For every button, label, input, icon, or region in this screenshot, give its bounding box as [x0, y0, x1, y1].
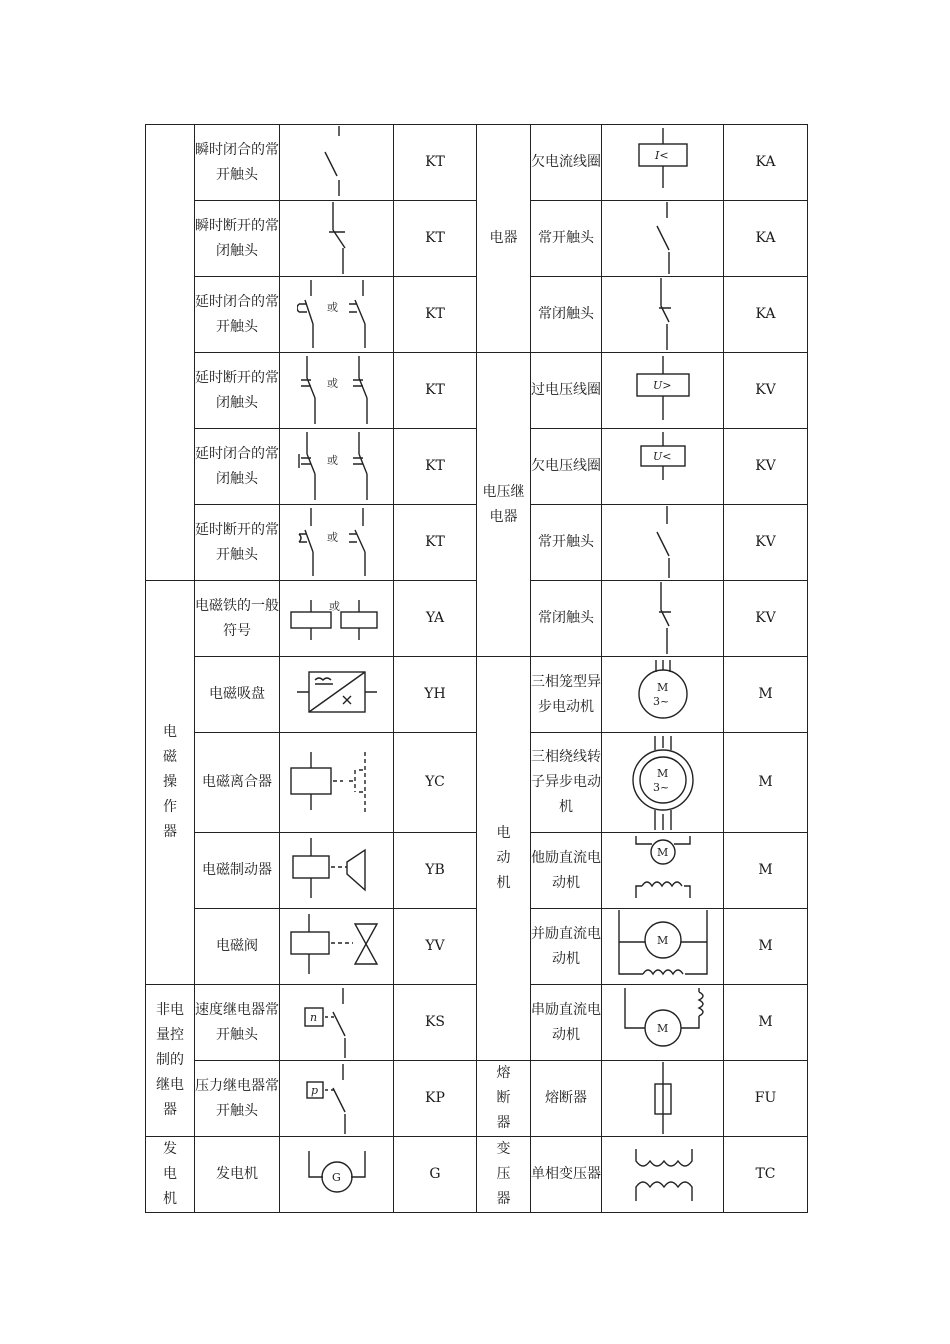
- instant-open-nc-contact-icon: [280, 201, 394, 277]
- delayed-open-nc-contact-icon: [280, 353, 394, 429]
- delayed-close-no-contact-icon: [280, 277, 394, 353]
- category-transformer: 变压器: [477, 1137, 531, 1213]
- symbol-code: KV: [724, 353, 808, 429]
- table-row: [146, 657, 808, 733]
- symbol-code: KV: [724, 581, 808, 657]
- coil-label: U<: [652, 449, 671, 463]
- symbol-name: 常闭触头: [531, 277, 602, 353]
- category-current-relay: 电器: [477, 125, 531, 353]
- motor-label: M: [656, 766, 668, 780]
- motor-phase-label: 3~: [652, 694, 669, 708]
- coil-label: I<: [654, 148, 669, 162]
- symbol-code: KT: [394, 429, 477, 505]
- or-label: 或: [326, 530, 338, 544]
- symbol-name: 熔断器: [531, 1061, 602, 1137]
- symbol-name: 并励直流电动机: [531, 909, 602, 985]
- pressure-relay-contact-icon: [280, 1061, 394, 1137]
- symbol-code: YH: [394, 657, 477, 733]
- category-fuse: 熔断器: [477, 1061, 531, 1137]
- motor-label: M: [656, 680, 668, 694]
- shunt-dc-motor-icon: [602, 909, 724, 985]
- symbol-name: 电磁铁的一般符号: [195, 581, 280, 657]
- nc-contact-icon: [602, 581, 724, 657]
- symbol-code: KV: [724, 505, 808, 581]
- symbol-code: KA: [724, 125, 808, 201]
- symbol-name: 三相绕线转子异步电动机: [531, 733, 602, 833]
- symbol-name: 延时闭合的常闭触头: [195, 429, 280, 505]
- symbol-code: KV: [724, 429, 808, 505]
- no-contact-icon: [602, 201, 724, 277]
- symbol-code: YA: [394, 581, 477, 657]
- symbol-code: KT: [394, 353, 477, 429]
- category-time-relay: [146, 125, 195, 581]
- motor-label: M: [656, 1021, 668, 1035]
- symbol-code: M: [724, 733, 808, 833]
- undercurrent-coil-icon: [602, 125, 724, 201]
- speed-label: n: [309, 1010, 317, 1024]
- symbol-name: 单相变压器: [531, 1137, 602, 1213]
- symbol-code: FU: [724, 1061, 808, 1137]
- symbol-code: KA: [724, 201, 808, 277]
- symbol-name: 瞬时断开的常闭触头: [195, 201, 280, 277]
- symbol-table: [145, 124, 808, 1213]
- symbol-name: 过电压线圈: [531, 353, 602, 429]
- symbol-name: 欠电流线圈: [531, 125, 602, 201]
- symbol-name: 速度继电器常开触头: [195, 985, 280, 1061]
- electromagnet-icon: [280, 581, 394, 657]
- magnetic-clutch-icon: [280, 733, 394, 833]
- instant-close-no-contact-icon: [280, 125, 394, 201]
- symbol-name: 电磁阀: [195, 909, 280, 985]
- generator-icon: [280, 1137, 394, 1213]
- symbol-name: 延时闭合的常开触头: [195, 277, 280, 353]
- single-phase-transformer-icon: [602, 1137, 724, 1213]
- symbol-code: KT: [394, 505, 477, 581]
- magnetic-brake-icon: [280, 833, 394, 909]
- coil-label: U>: [652, 378, 671, 392]
- symbol-name: 延时断开的常开触头: [195, 505, 280, 581]
- table-row: [146, 1137, 808, 1213]
- magnetic-chuck-icon: [280, 657, 394, 733]
- solenoid-valve-icon: [280, 909, 394, 985]
- category-non-electric-relay: 非电量控制的继电器: [146, 985, 195, 1137]
- category-voltage-relay: 电压继电器: [477, 353, 531, 657]
- symbol-name: 瞬时闭合的常开触头: [195, 125, 280, 201]
- category-electromagnetic-operator: 电磁操作器: [146, 581, 195, 985]
- table-row: [146, 353, 808, 429]
- symbol-code: G: [394, 1137, 477, 1213]
- symbol-name: 串励直流电动机: [531, 985, 602, 1061]
- symbol-code: TC: [724, 1137, 808, 1213]
- symbol-code: M: [724, 657, 808, 733]
- symbol-code: M: [724, 833, 808, 909]
- fuse-icon: [602, 1061, 724, 1137]
- symbol-name: 欠电压线圈: [531, 429, 602, 505]
- motor-label: M: [656, 933, 668, 947]
- symbol-code: KT: [394, 277, 477, 353]
- undervoltage-coil-icon: [602, 429, 724, 505]
- symbol-name: 常闭触头: [531, 581, 602, 657]
- symbol-name: 电磁离合器: [195, 733, 280, 833]
- symbol-name: 发电机: [195, 1137, 280, 1213]
- symbol-name: 常开触头: [531, 505, 602, 581]
- symbol-name: 常开触头: [531, 201, 602, 277]
- symbol-name: 压力继电器常开触头: [195, 1061, 280, 1137]
- or-label: 或: [326, 376, 338, 390]
- symbol-code: KT: [394, 201, 477, 277]
- delayed-open-no-contact-icon: [280, 505, 394, 581]
- symbol-name: 三相笼型异步电动机: [531, 657, 602, 733]
- generator-label: G: [331, 1170, 341, 1184]
- speed-relay-contact-icon: [280, 985, 394, 1061]
- or-label: 或: [326, 300, 338, 314]
- symbol-code: KT: [394, 125, 477, 201]
- separately-excited-dc-motor-icon: [602, 833, 724, 909]
- or-label: 或: [328, 599, 340, 613]
- symbol-name: 他励直流电动机: [531, 833, 602, 909]
- table-row: [146, 1061, 808, 1137]
- squirrel-cage-motor-icon: [602, 657, 724, 733]
- symbol-code: KA: [724, 277, 808, 353]
- or-label: 或: [326, 453, 338, 467]
- motor-phase-label: 3~: [652, 780, 669, 794]
- pressure-label: p: [310, 1083, 318, 1097]
- no-contact-icon: [602, 505, 724, 581]
- symbol-code: M: [724, 985, 808, 1061]
- symbol-name: 延时断开的常闭触头: [195, 353, 280, 429]
- category-generator: 发电机: [146, 1137, 195, 1213]
- wound-rotor-motor-icon: [602, 733, 724, 833]
- category-motor: 电动机: [477, 657, 531, 1061]
- symbol-name: 电磁制动器: [195, 833, 280, 909]
- symbol-code: YC: [394, 733, 477, 833]
- symbol-name: 电磁吸盘: [195, 657, 280, 733]
- nc-contact-icon: [602, 277, 724, 353]
- symbol-code: M: [724, 909, 808, 985]
- symbol-code: KP: [394, 1061, 477, 1137]
- symbol-code: YV: [394, 909, 477, 985]
- series-dc-motor-icon: [602, 985, 724, 1061]
- symbol-code: YB: [394, 833, 477, 909]
- motor-label: M: [656, 845, 668, 859]
- overvoltage-coil-icon: [602, 353, 724, 429]
- table-row: [146, 125, 808, 201]
- symbol-code: KS: [394, 985, 477, 1061]
- delayed-close-nc-contact-icon: [280, 429, 394, 505]
